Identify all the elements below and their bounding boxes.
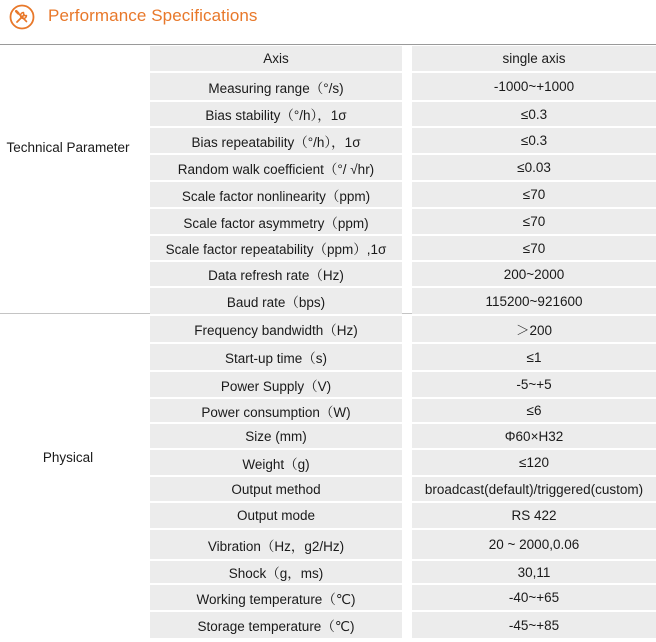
wrench-screwdriver-icon [9, 4, 35, 30]
spec-param-cell: Frequency bandwidth（Hz) [150, 316, 402, 342]
spec-param-cell: Data refresh rate（Hz) [150, 262, 402, 286]
spec-value-cell: ≤6 [412, 399, 656, 422]
section-title: Performance Specifications [48, 6, 258, 25]
spec-value-cell: -1000~+1000 [412, 73, 656, 100]
spec-value-cell: ≤0.3 [412, 128, 656, 153]
spec-param-cell: Size (mm) [150, 424, 402, 448]
spec-value-cell: -45~+85 [412, 612, 656, 638]
spec-value-cell: 20 ~ 2000,0.06 [412, 530, 656, 559]
spec-value-cell: RS 422 [412, 503, 656, 528]
spec-param-cell: Start-up time（s) [150, 344, 402, 370]
spec-value-cell: ≤70 [412, 182, 656, 207]
spec-value-cell: broadcast(default)/triggered(custom) [412, 477, 656, 501]
spec-value-cell: single axis [412, 46, 656, 71]
spec-param-cell: Scale factor repeatability（ppm）,1σ [150, 236, 402, 260]
spec-param-cell: Output mode [150, 503, 402, 528]
spec-value-cell: 115200~921600 [412, 288, 656, 314]
spec-value-cell: ≤120 [412, 450, 656, 475]
spec-value-cell: ≤70 [412, 236, 656, 260]
spec-value-cell: -5~+5 [412, 372, 656, 397]
spec-param-cell: Working temperature（℃) [150, 585, 402, 610]
spec-param-cell: Output method [150, 477, 402, 501]
spec-value-cell: 200~2000 [412, 262, 656, 286]
spec-param-cell: Scale factor asymmetry（ppm) [150, 209, 402, 234]
spec-param-cell: Scale factor nonlinearity（ppm) [150, 182, 402, 207]
spec-param-cell: Power Supply（V) [150, 372, 402, 397]
spec-value-cell: ≤1 [412, 344, 656, 370]
spec-param-cell: Power consumption（W) [150, 399, 402, 422]
group-label-physical: Physical [42, 450, 94, 465]
spec-param-cell: Vibration（Hz，g2/Hz) [150, 530, 402, 559]
spec-param-cell: Shock（g，ms) [150, 561, 402, 583]
section-header [0, 0, 656, 36]
table-top-divider [0, 44, 656, 45]
spec-value-cell: 30,11 [412, 561, 656, 583]
spec-param-cell: Bias repeatability（°/h），1σ [150, 128, 402, 153]
spec-param-cell: Measuring range（°/s) [150, 73, 402, 100]
spec-param-cell: Weight（g) [150, 450, 402, 475]
spec-value-cell: -40~+65 [412, 585, 656, 610]
spec-value-cell: ＞200 [412, 316, 656, 342]
spec-value-cell: ≤0.3 [412, 102, 656, 126]
spec-param-cell: Random walk coefficient（°/ √hr) [150, 155, 402, 180]
spec-value-cell: ≤70 [412, 209, 656, 234]
spec-param-cell: Storage temperature（℃) [150, 612, 402, 638]
group-label-technical-parameter: Technical Parameter [6, 140, 130, 155]
spec-value-cell: ≤0.03 [412, 155, 656, 180]
spec-value-cell: Φ60×H32 [412, 424, 656, 448]
spec-param-cell: Bias stability（°/h），1σ [150, 102, 402, 126]
spec-param-cell: Baud rate（bps) [150, 288, 402, 314]
spec-param-cell: Axis [150, 46, 402, 71]
